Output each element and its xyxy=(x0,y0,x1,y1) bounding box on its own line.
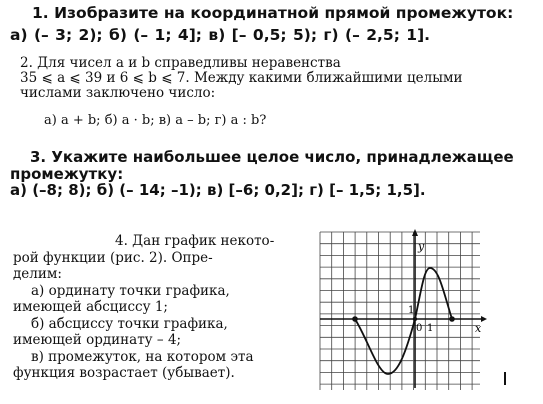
problem-4-line-7: имеющей ординату – 4; xyxy=(13,332,182,348)
problem-3-title-continued: промежутку: xyxy=(10,165,124,183)
problem-4-line-1: 4. Дан график некото- xyxy=(115,233,275,249)
problem-4 xyxy=(13,233,274,382)
problem-4-line-3: делим: xyxy=(13,266,62,282)
x-axis-label: x xyxy=(475,322,482,335)
problem-4-line-6: б) абсциссу точки графика, xyxy=(31,315,228,332)
curve-end-point xyxy=(449,316,455,322)
curve-start-point xyxy=(352,316,358,322)
problem-4-line-5: имеющей абсциссу 1; xyxy=(13,299,168,315)
problem-3-title: 3. Укажите наибольшее целое число, принадлежащее xyxy=(30,148,514,166)
function-curve xyxy=(355,268,452,374)
unit-y-label: 1 xyxy=(408,305,415,316)
y-axis-label: y xyxy=(418,240,425,253)
function-graph xyxy=(318,228,488,393)
problem-3-options: а) (–8; 8); б) (– 14; –1); в) [–6; 0,2]; г) [– 1,5; 1,5]. xyxy=(10,181,426,199)
problem-4-line-9: функция возрастает (убывает). xyxy=(13,365,235,381)
unit-x-label: 1 xyxy=(427,323,434,334)
problem-4-line-2: рой функции (рис. 2). Опре- xyxy=(13,249,213,266)
problem-4-line-4: а) ординату точки графика, xyxy=(31,282,230,299)
curve-axis-crossing xyxy=(413,317,417,321)
problem-2-options: а) a + b; б) a · b; в) a – b; г) a : b? xyxy=(44,113,267,128)
origin-label: 0 xyxy=(416,323,423,334)
problem-2 xyxy=(20,56,462,101)
problem-2-line-1: 2. Для чисел a и b справедливы неравенства xyxy=(20,55,341,71)
problem-1-options: а) (– 3; 2); б) (– 1; 4]; в) [– 0,5; 5); г) (– 2,5; 1]. xyxy=(10,26,431,44)
problem-4-line-8: в) промежуток, на котором эта xyxy=(31,348,254,365)
problem-1-title: 1. Изобразите на координатной прямой промежуток: xyxy=(32,4,514,22)
x-axis-arrow-icon xyxy=(481,316,487,322)
graph-grid xyxy=(320,232,480,390)
problem-2-line-3: числами заключено число: xyxy=(20,85,216,101)
text-cursor xyxy=(504,372,506,385)
problem-2-line-2: 35 ⩽ a ⩽ 39 и 6 ⩽ b ⩽ 7. Между какими ближайшими целыми xyxy=(20,70,463,86)
y-axis-arrow-icon xyxy=(412,229,418,236)
